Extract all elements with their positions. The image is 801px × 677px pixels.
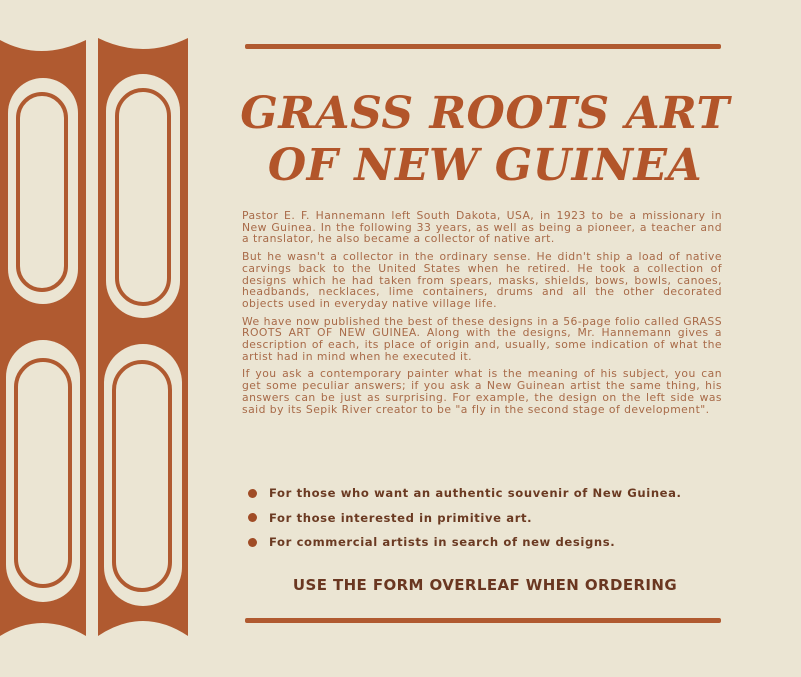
bullet-text: For those who want an authentic souvenir of New Guinea. (269, 486, 682, 501)
list-item (248, 506, 728, 531)
bullet-icon (248, 538, 257, 547)
bottom-rule (245, 618, 721, 623)
bullet-icon (248, 489, 257, 498)
list-item (248, 530, 728, 555)
article-body (242, 210, 722, 421)
ordering-instruction: USE THE FORM OVERLEAF WHEN ORDERING (292, 576, 678, 594)
bullet-text: For those interested in primitive art. (269, 510, 533, 525)
sepik-fly-design-icon (0, 0, 200, 677)
bullet-text: For commercial artists in search of new designs. (269, 535, 616, 550)
paragraph: If you ask a contemporary painter what is the meaning of his subject, you can get some peculiar answers; if you ask a New Guinean artist the same thing, his answers can be just as surprising. For example, the design on the left side was said by its Sepik River creator to be "a fly in the second stage of development". (242, 367, 722, 416)
top-rule (245, 44, 721, 49)
list-item (248, 481, 728, 506)
title-line-1: GRASS ROOTS ART (240, 88, 730, 139)
paragraph: We have now published the best of these designs in a 56-page folio called GRASS ROOTS ART OF NEW GUINEA. Along with the designs, Mr. Hannemann gives a description of each, its place of origin and, usually, some indication of what the artist had in mind when he executed it. (242, 314, 722, 363)
paragraph: Pastor E. F. Hannemann left South Dakota, USA, in 1923 to be a missionary in New Guinea. In the following 33 years, as well as being a pioneer, a teacher and a translator, he also became a collector of native art. (242, 209, 722, 246)
bullet-list (248, 481, 728, 555)
title-line-2: OF NEW GUINEA (267, 140, 703, 191)
bullet-icon (248, 513, 257, 522)
paragraph: But he wasn't a collector in the ordinary sense. He didn't ship a load of native carvings back to the United States when he retired. He took a collection of designs which he had taken from spears, masks, shields, bows, bowls, canoes, headbands, necklaces, lime containers, drums and all the other decorated objects used in everyday native village life. (242, 250, 722, 310)
page-title (240, 88, 730, 192)
